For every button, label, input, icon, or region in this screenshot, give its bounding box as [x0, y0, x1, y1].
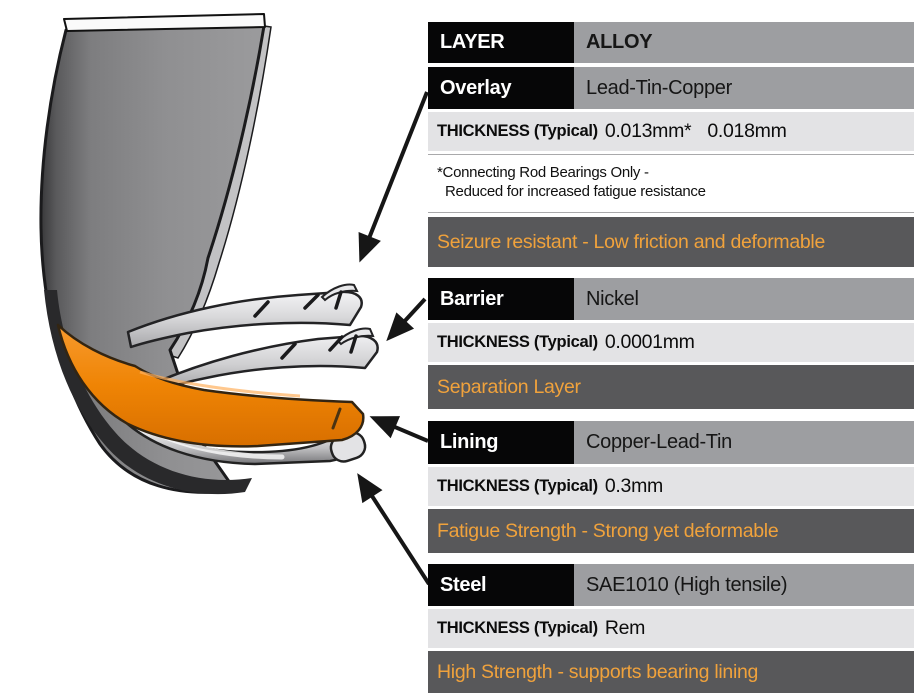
steel-thickness-row — [428, 609, 914, 648]
arrow-overlay — [362, 92, 427, 256]
layer-name: Steel — [440, 573, 487, 596]
overlay-note-row — [428, 154, 914, 213]
layer-alloy: SAE1010 (High tensile) — [586, 573, 788, 596]
benefit-text: Separation Layer — [437, 375, 581, 398]
overlay-name-cell — [428, 67, 574, 109]
layer-alloy: Lead-Tin-Copper — [586, 76, 732, 99]
layer-alloy: Copper-Lead-Tin — [586, 431, 732, 453]
thickness-value: 0.3mm — [604, 475, 663, 497]
header-alloy-cell — [574, 22, 914, 63]
overlay-name-row — [428, 67, 914, 109]
thickness-label: THICKNESS (Typical) — [437, 122, 598, 140]
steel-benefit-row — [428, 651, 914, 693]
header-alloy-label: ALLOY — [586, 31, 653, 53]
arrow-steel — [361, 479, 429, 584]
layer-table — [428, 22, 914, 693]
barrier-name-cell — [428, 278, 574, 320]
layer-alloy: Nickel — [586, 287, 639, 310]
overlay-benefit-row — [428, 217, 914, 267]
header-layer-label: LAYER — [440, 31, 505, 53]
lining-name-cell — [428, 421, 574, 464]
barrier-name-row — [428, 278, 914, 320]
note-line-2: Reduced for increased fatigue resistance — [445, 183, 706, 201]
overlay-thickness-row — [428, 112, 914, 151]
note-line-1: *Connecting Rod Bearings Only - — [437, 164, 649, 181]
thickness-value: 0.0001mm — [604, 331, 695, 353]
steel-name-cell — [428, 564, 574, 606]
shell-top-rim — [64, 14, 265, 31]
benefit-text: Seizure resistant - Low friction and deformable — [437, 230, 826, 253]
thickness-value: 0.013mm* — [604, 120, 692, 142]
lining-name-row — [428, 421, 914, 464]
layer-name: Overlay — [440, 76, 512, 99]
barrier-thickness-row — [428, 323, 914, 362]
barrier-benefit-row — [428, 365, 914, 409]
thickness-label: THICKNESS (Typical) — [437, 477, 598, 495]
thickness-label: THICKNESS (Typical) — [437, 333, 598, 351]
arrow-barrier — [391, 299, 425, 336]
thickness-value-2: 0.018mm — [707, 120, 787, 142]
thickness-value: Rem — [604, 617, 646, 639]
steel-name-row — [428, 564, 914, 606]
layer-name: Barrier — [440, 287, 504, 310]
lining-benefit-row — [428, 509, 914, 553]
thickness-label: THICKNESS (Typical) — [437, 619, 598, 637]
table-header-row — [428, 22, 914, 63]
arrow-lining — [376, 419, 428, 441]
lining-thickness-row — [428, 467, 914, 506]
benefit-text: Fatigue Strength - Strong yet deformable — [437, 519, 779, 542]
layer-name: Lining — [440, 431, 499, 453]
header-layer-cell — [428, 22, 574, 63]
benefit-text: High Strength - supports bearing lining — [437, 660, 759, 683]
bearing-illustration — [0, 0, 430, 693]
